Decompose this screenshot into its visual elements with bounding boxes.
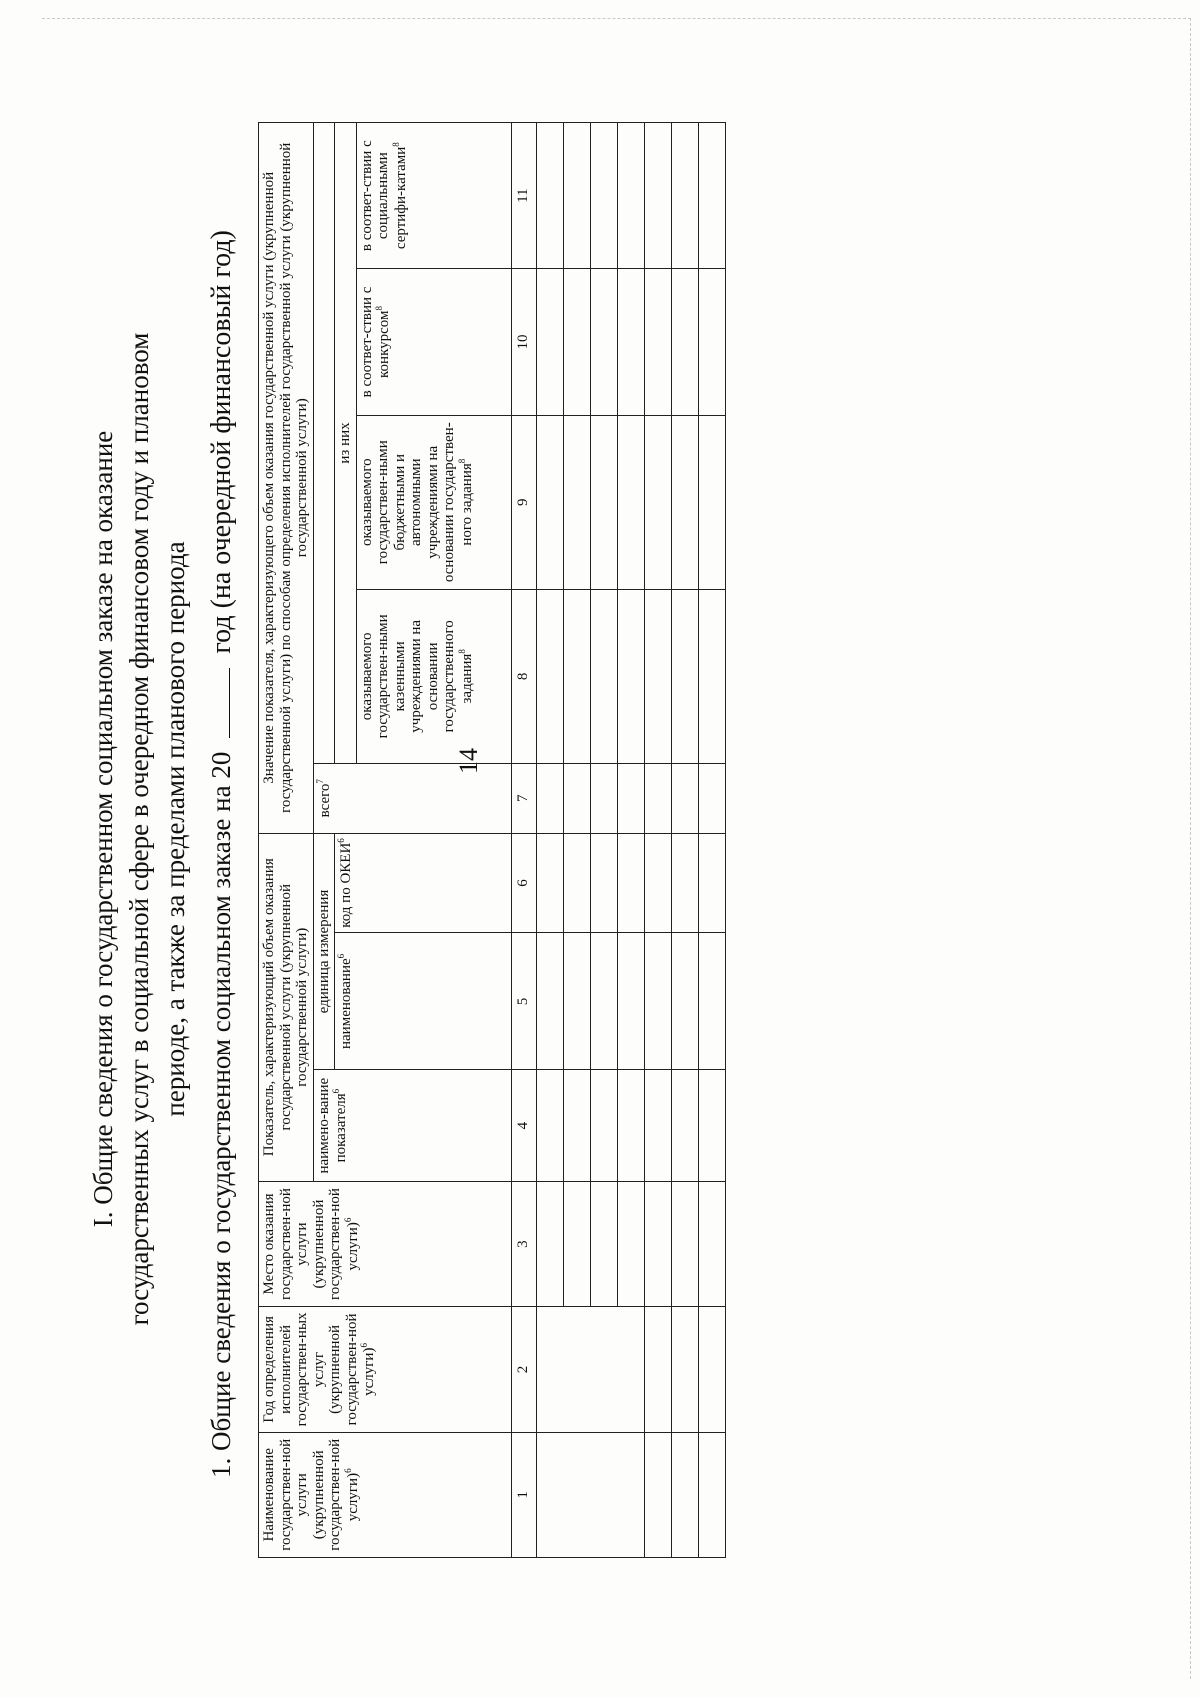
table-row: [536, 123, 563, 1558]
col-number: 8: [511, 589, 536, 763]
header-row-1: [259, 123, 314, 1558]
table-cell[interactable]: [698, 415, 725, 589]
header-col-9: оказываемого государствен-ными бюджетными и автономными учреждениями на основании государствен-ного задания$^8$: [356, 415, 511, 589]
social-order-table: [258, 122, 726, 1558]
col-number: 3: [511, 1181, 536, 1306]
table-cell[interactable]: [698, 269, 725, 415]
table-cell[interactable]: [590, 589, 617, 763]
col-number: 9: [511, 415, 536, 589]
table-cell[interactable]: [671, 589, 698, 763]
col-number: 2: [511, 1307, 536, 1432]
table-cell[interactable]: [563, 833, 590, 933]
col-number: 4: [511, 1070, 536, 1181]
table-cell[interactable]: [644, 1181, 671, 1306]
subtitle: [206, 230, 238, 1478]
table-cell[interactable]: [536, 933, 563, 1070]
subtitle-before: 1. Общие сведения о государственном социальном заказе на 20: [206, 751, 236, 1478]
table-cell[interactable]: [644, 589, 671, 763]
table-cell[interactable]: [644, 1070, 671, 1181]
table-cell[interactable]: [617, 1070, 644, 1181]
table-cell[interactable]: [617, 269, 644, 415]
col-number: 1: [511, 1432, 536, 1557]
header-group-indicator: Показатель, характеризующий объем оказания государственной услуги (укрупненной государственной услуги): [259, 833, 314, 1181]
table-cell[interactable]: [536, 763, 563, 833]
header-spacer: [313, 123, 335, 764]
rotated-content: [88, 40, 558, 1618]
table-cell[interactable]: [698, 1432, 725, 1557]
table-cell[interactable]: [698, 1181, 725, 1306]
col-number: 11: [511, 123, 536, 269]
table-cell[interactable]: [644, 1432, 671, 1557]
table-cell[interactable]: [671, 269, 698, 415]
table-cell[interactable]: [563, 1070, 590, 1181]
table-cell[interactable]: [698, 1070, 725, 1181]
col-number: 6: [511, 833, 536, 933]
header-col-7: всего$^7$: [313, 763, 511, 833]
table-cell[interactable]: [644, 415, 671, 589]
table-cell[interactable]: [536, 123, 563, 269]
table-cell[interactable]: [536, 1070, 563, 1181]
header-of-them: из них: [335, 123, 357, 764]
header-col-4: наимено-вание показателя$^6$: [313, 1070, 511, 1181]
table-cell[interactable]: [536, 1307, 644, 1432]
col-number: 5: [511, 933, 536, 1070]
table-cell[interactable]: [617, 933, 644, 1070]
table-cell[interactable]: [698, 833, 725, 933]
table-cell[interactable]: [698, 1307, 725, 1432]
table-cell[interactable]: [590, 269, 617, 415]
table-cell[interactable]: [536, 415, 563, 589]
title-line-3: периоде, а также за пределами планового периода: [160, 541, 190, 1117]
table-cell[interactable]: [671, 933, 698, 1070]
header-col-8: оказываемого государствен-ными казенными учреждениями на основании государственного задания$^8$: [356, 589, 511, 763]
table-cell[interactable]: [590, 763, 617, 833]
header-col-6: код по ОКЕИ$^6$: [335, 833, 512, 933]
table-cell[interactable]: [698, 933, 725, 1070]
table-cell[interactable]: [698, 589, 725, 763]
header-col-5: наименование$^6$: [335, 933, 512, 1070]
table-cell[interactable]: [536, 269, 563, 415]
table-cell[interactable]: [671, 415, 698, 589]
table-cell[interactable]: [563, 123, 590, 269]
header-col-2: Год определения исполнителей государствен-ных услуг (укрупненной государствен-ной услуги)$^6$: [259, 1307, 512, 1432]
table-cell[interactable]: [671, 763, 698, 833]
table-cell[interactable]: [644, 1307, 671, 1432]
subtitle-after: год (на очередной финансовый год): [206, 230, 237, 654]
header-col-11: в соответ-ствии с социальными сертифи-катами$^8$: [356, 123, 511, 269]
table-cell[interactable]: [671, 1432, 698, 1557]
table-row: [671, 123, 698, 1558]
table-cell[interactable]: [617, 833, 644, 933]
table-cell[interactable]: [563, 763, 590, 833]
table-cell[interactable]: [590, 833, 617, 933]
column-number-row: [511, 123, 536, 1558]
table-row: [644, 123, 671, 1558]
header-unit-group: единица измерения: [313, 833, 335, 1070]
table-cell[interactable]: [698, 763, 725, 833]
page-number: 14: [454, 748, 483, 774]
header-col-1: Наименование государствен-ной услуги (укрупненной государствен-ной услуги)$^6$: [259, 1432, 512, 1557]
table-cell[interactable]: [671, 123, 698, 269]
table-cell[interactable]: [563, 415, 590, 589]
table-cell[interactable]: [536, 1181, 563, 1306]
table-cell[interactable]: [644, 269, 671, 415]
table-cell[interactable]: [617, 1181, 644, 1306]
table-cell[interactable]: [536, 833, 563, 933]
table-cell[interactable]: [671, 1181, 698, 1306]
table-cell[interactable]: [671, 1070, 698, 1181]
header-group-value: Значение показателя, характеризующего объем оказания государственной услуги (укрупненной государственной услуги) по способам определения исполнителей государственной услуги (укрупненной государственной услуги): [259, 123, 314, 834]
table-cell[interactable]: [644, 123, 671, 269]
table-cell[interactable]: [590, 1070, 617, 1181]
table-cell[interactable]: [698, 123, 725, 269]
table-cell[interactable]: [671, 1307, 698, 1432]
table-cell[interactable]: [563, 589, 590, 763]
table-cell[interactable]: [590, 415, 617, 589]
table-cell[interactable]: [617, 763, 644, 833]
table-cell[interactable]: [617, 123, 644, 269]
table-cell[interactable]: [644, 763, 671, 833]
table-row: [698, 123, 725, 1558]
table-cell[interactable]: [644, 833, 671, 933]
table-cell[interactable]: [617, 415, 644, 589]
table-cell[interactable]: [563, 269, 590, 415]
table-cell[interactable]: [590, 123, 617, 269]
table-cell[interactable]: [644, 933, 671, 1070]
header-col-3: Место оказания государствен-ной услуги (укрупненной государствен-ной услуги)$^6$: [259, 1181, 512, 1306]
table-cell[interactable]: [563, 1181, 590, 1306]
table-cell[interactable]: [671, 833, 698, 933]
table-cell[interactable]: [563, 933, 590, 1070]
title-line-2: государственных услуг в социальной сфере в очередном финансовом году и плановом: [124, 332, 154, 1326]
table-cell[interactable]: [617, 589, 644, 763]
col-number: 7: [511, 763, 536, 833]
table-cell[interactable]: [590, 933, 617, 1070]
table-cell[interactable]: [536, 589, 563, 763]
col-number: 10: [511, 269, 536, 415]
year-blank-field[interactable]: [207, 668, 230, 738]
table-cell[interactable]: [536, 1432, 644, 1557]
header-col-10: в соответ-ствии с конкурсом$^8$: [356, 269, 511, 415]
title-line-1: I. Общие сведения о государственном социальном заказе на оказание: [88, 430, 118, 1228]
table-cell[interactable]: [590, 1181, 617, 1306]
